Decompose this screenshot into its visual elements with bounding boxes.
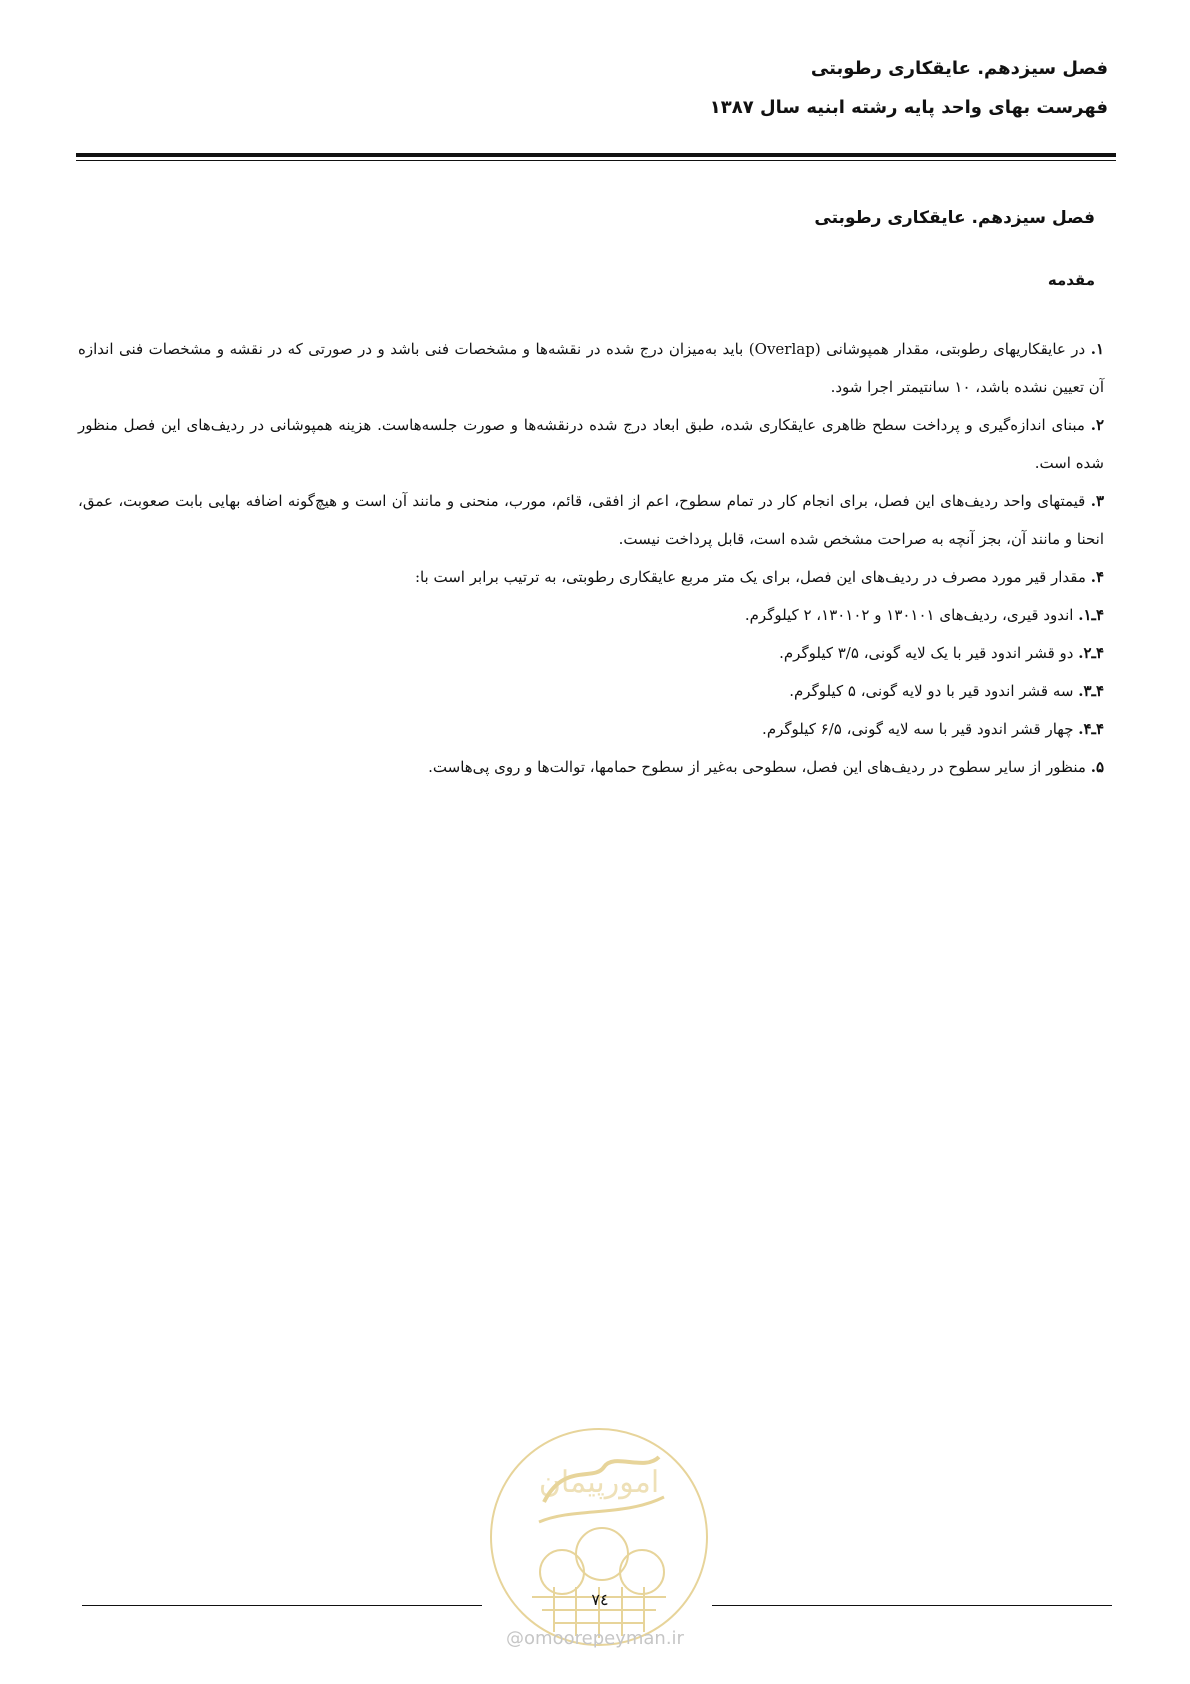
- sub-item-text: سه قشر اندود قیر با دو لایه گونی، ۵ کیلوگرم.: [789, 682, 1079, 700]
- website-text: omoorepeyman.ir: [524, 1628, 684, 1649]
- paragraph-text: قیمتهای واحد ردیف‌های این فصل، برای انجام کار در تمام سطوح، اعم از افقی، قائم، مورب، منحنی و مانند آن است و هیچ‌گونه اضافه بهایی بابت صعوبت، عمق، انحنا و مانند آن، بجز آنچه به صراحت مشخص شده است، قابل پرداخت نیست.: [78, 492, 1104, 548]
- paragraph-4: [78, 558, 1104, 596]
- sub-item-text: دو قشر اندود قیر با یک لایه گونی، ۳/۵ کیلوگرم.: [779, 644, 1079, 662]
- at-icon: @: [506, 1628, 525, 1649]
- watermark-logo-icon: [484, 1422, 714, 1652]
- body-text: [78, 330, 1104, 786]
- sub-item-number: ۴ـ۲.: [1078, 644, 1104, 662]
- website-watermark: [0, 1628, 1190, 1649]
- paragraph-2: [78, 406, 1104, 482]
- sub-item-4-3: [78, 672, 1104, 710]
- sub-item-4-1: [78, 596, 1104, 634]
- paragraph-number: ۲.: [1090, 416, 1104, 434]
- header-chapter: فصل سیزدهم. عایقکاری رطوبتی: [810, 58, 1108, 79]
- sub-item-number: ۴ـ۴.: [1078, 720, 1104, 738]
- paragraph-number: ۴.: [1090, 568, 1104, 586]
- chapter-title: فصل سیزدهم. عایقکاری رطوبتی: [814, 208, 1095, 228]
- sub-item-text: چهار قشر اندود قیر با سه لایه گونی، ۶/۵ کیلوگرم.: [762, 720, 1079, 738]
- footer-rule-right: [712, 1605, 1112, 1606]
- header-rule-thick: [76, 153, 1116, 157]
- paragraph-text: منظور از سایر سطوح در ردیف‌های این فصل، سطوحی به‌غیر از سطوح حمامها، توالت‌ها و روی پی‌هاست.: [428, 758, 1091, 776]
- paragraph-number: ۵.: [1090, 758, 1104, 776]
- sub-item-number: ۴ـ۱.: [1078, 606, 1104, 624]
- paragraph-1: [78, 330, 1104, 406]
- page-number: ۷٤: [591, 1590, 609, 1609]
- footer-rule-left: [82, 1605, 482, 1606]
- sub-item-text: اندود قیری، ردیف‌های ۱۳۰۱۰۱ و ۱۳۰۱۰۲، ۲ کیلوگرم.: [744, 606, 1079, 624]
- sub-item-4-4: [78, 710, 1104, 748]
- running-header: [710, 58, 1108, 118]
- paragraph-number: ۳.: [1090, 492, 1104, 510]
- paragraph-5: [78, 748, 1104, 786]
- header-document-title: فهرست بهای واحد پایه رشته ابنیه سال ۱۳۸۷: [709, 97, 1108, 118]
- paragraph-text: در عایقکاریهای رطوبتی، مقدار همپوشانی (Overlap) باید به‌میزان درج شده در نقشه‌ها و مشخصات فنی باشد و در صورتی که در نقشه و مشخصات فنی اندازه آن تعیین نشده باشد، ۱۰ سانتیمتر اجرا شود.: [78, 340, 1104, 396]
- sub-item-number: ۴ـ۳.: [1078, 682, 1104, 700]
- paragraph-text: مقدار قیر مورد مصرف در ردیف‌های این فصل، برای یک متر مربع عایقکاری رطوبتی، به ترتیب برابر است با:: [414, 568, 1091, 586]
- sub-item-4-2: [78, 634, 1104, 672]
- header-rule-thin: [76, 160, 1116, 161]
- paragraph-text: مبنای اندازه‌گیری و پرداخت سطح ظاهری عایقکاری شده، طبق ابعاد درج شده درنقشه‌ها و صورت جلسه‌هاست. هزینه همپوشانی در ردیف‌های این فصل منظور شده است.: [78, 416, 1104, 472]
- watermark-text: امورپیمان: [538, 1465, 660, 1500]
- paragraph-number: ۱.: [1090, 340, 1104, 358]
- paragraph-3: [78, 482, 1104, 558]
- section-heading-intro: مقدمه: [1047, 271, 1095, 289]
